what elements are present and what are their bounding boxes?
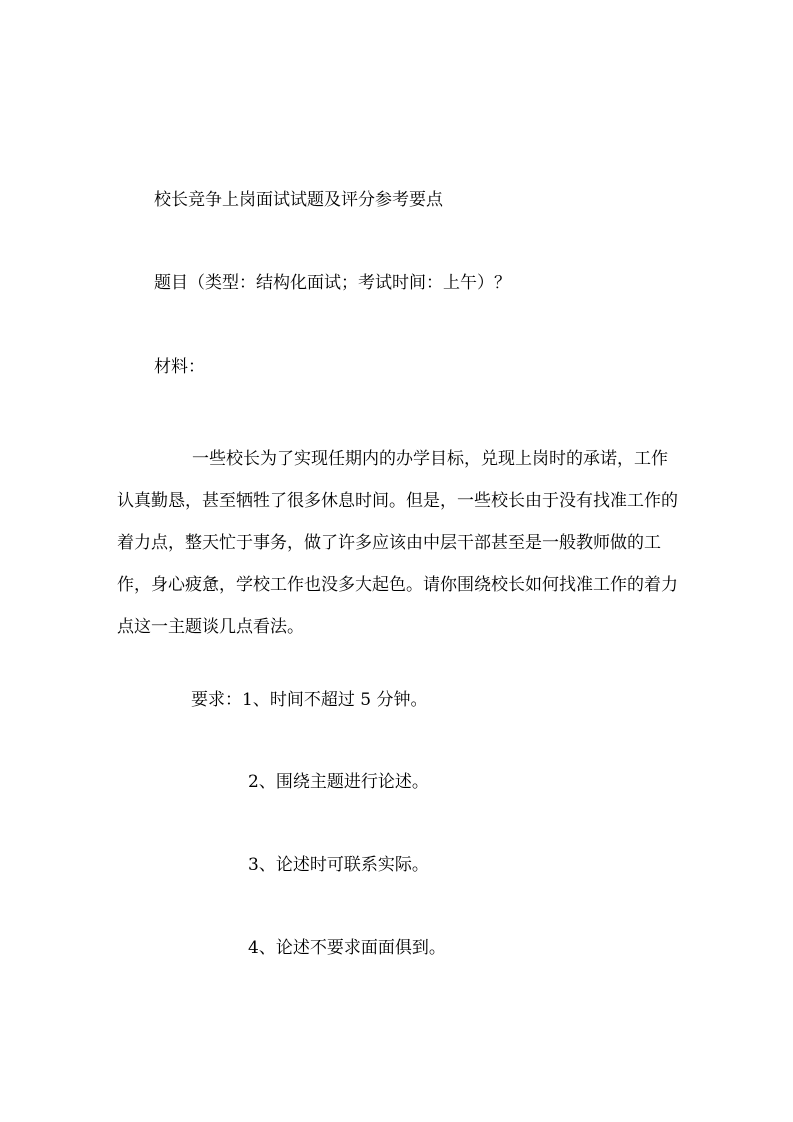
requirement-item-1: 要求：1、时间不超过 5 分钟。 [191, 690, 428, 710]
document-title: 校长竞争上岗面试试题及评分参考要点 [154, 190, 443, 210]
material-paragraph: 一些校长为了实现任期内的办学目标，兑现上岗时的承诺，工作认真勤恳，甚至牺牲了很多休息时间。但是，一些校长由于没有找准工作的着力点，整天忙于事务，做了许多应该由中层干部甚至是一般教师做的工作，身心疲惫，学校工作也没多大起色。请你围绕校长如何找准工作的着力点这一主题谈几点看法。 [117, 449, 678, 637]
question-type-line: 题目（类型：结构化面试；考试时间：上午）？ [154, 273, 511, 293]
requirement-item-3: 3、论述时可联系实际。 [248, 855, 429, 875]
requirement-item-4: 4、论述不要求面面俱到。 [248, 938, 446, 958]
material-label: 材料： [154, 357, 205, 377]
requirement-item-2: 2、围绕主题进行论述。 [248, 772, 429, 792]
